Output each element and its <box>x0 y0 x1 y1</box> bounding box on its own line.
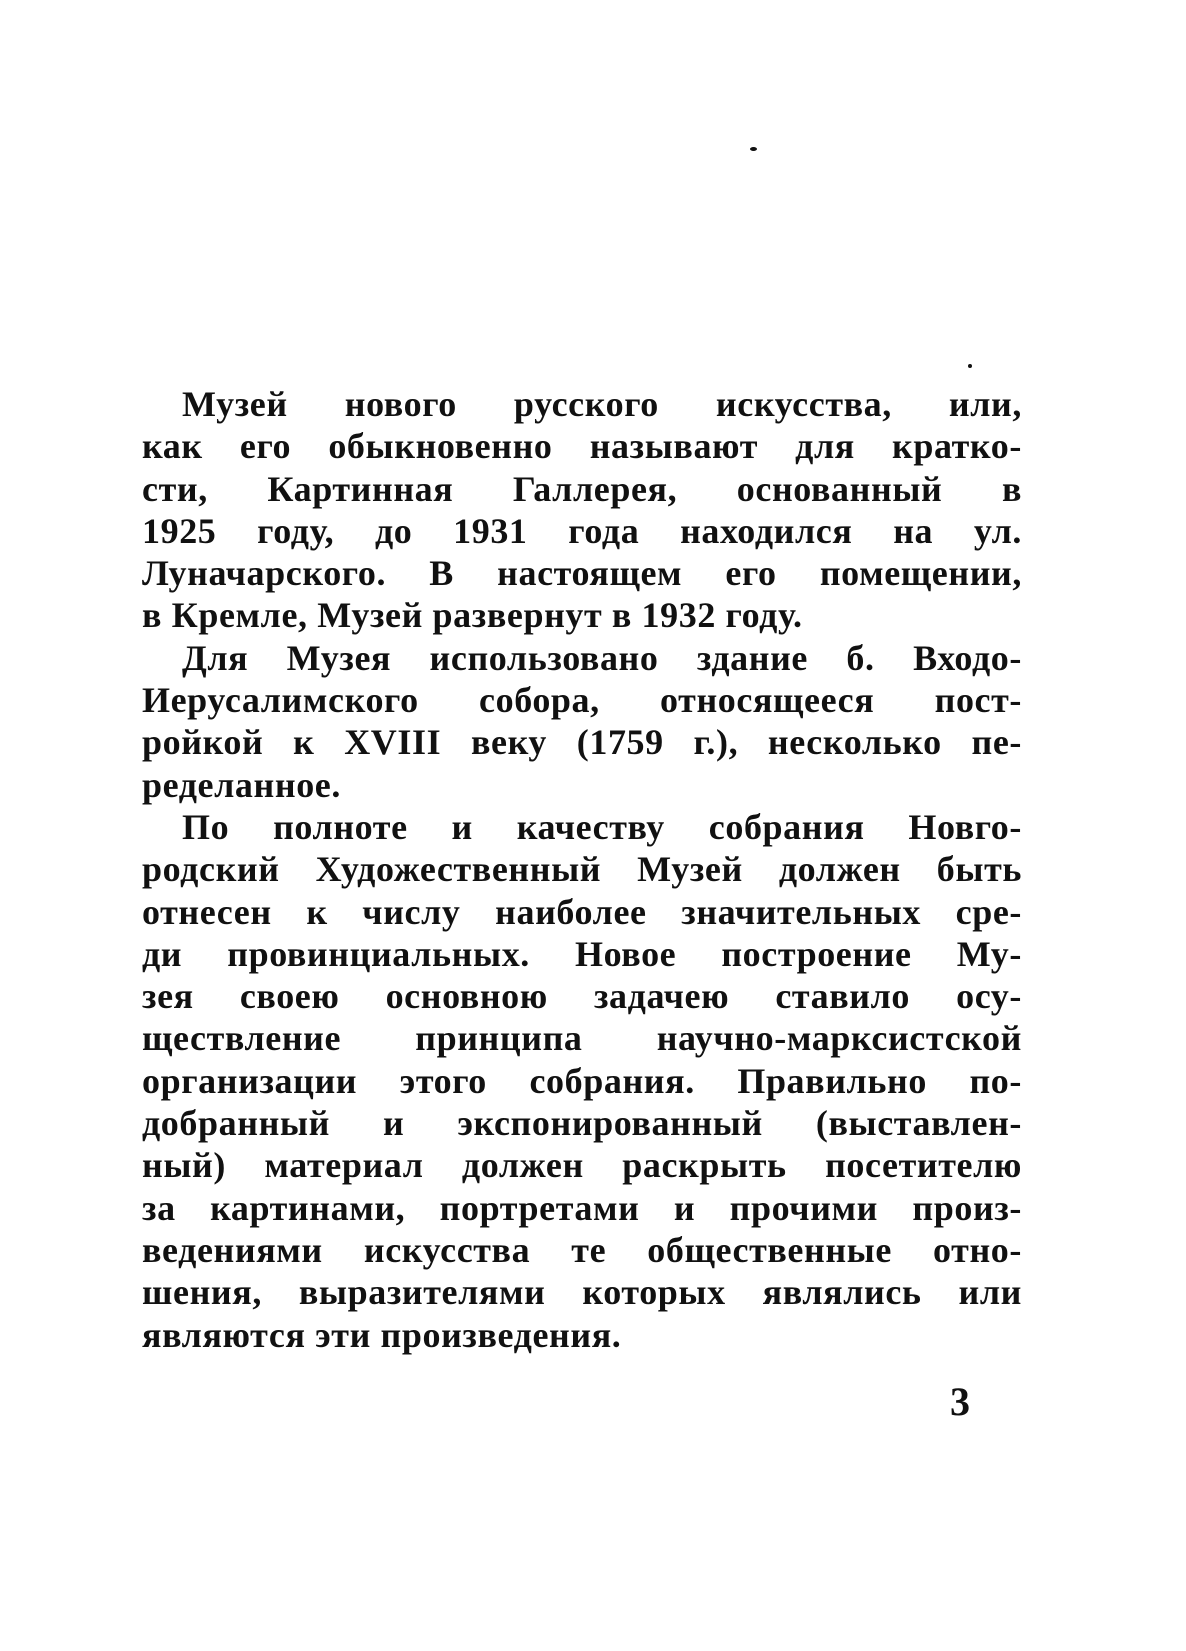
text-line: являются эти произведения. <box>142 1314 622 1355</box>
text-line: 1925 году, до 1931 года находился на ул. <box>142 510 1022 551</box>
text-line: Луначарского. В настоящем его помещении, <box>142 553 1022 594</box>
text-line: как его обыкновенно называют для кратко- <box>142 426 1022 467</box>
text-line: Иерусалимского собора, относящееся пост- <box>142 680 1022 721</box>
ink-speck <box>750 147 757 151</box>
text-line: отнесен к числу наиболее значительных сре- <box>142 891 1022 932</box>
text-line: ройкой к XVIII веку (1759 г.), несколько пе- <box>142 722 1022 763</box>
text-line: ведениями искусства те общественные отно- <box>142 1229 1022 1270</box>
page-number: 3 <box>950 1379 970 1424</box>
text-line: ределанное. <box>142 764 341 805</box>
text-line: шения, выразителями которых являлись или <box>142 1272 1022 1313</box>
text-line: По полноте и качеству собрания Новго- <box>182 806 1022 847</box>
text-line: ди провинциальных. Новое построение Му- <box>142 933 1022 974</box>
text-line: зея своею основною задачею ставило осу- <box>142 976 1022 1017</box>
text-line: сти, Картинная Галлерея, основанный в <box>142 468 1022 509</box>
body-text <box>142 383 1022 1356</box>
text-line: Музей нового русского искусства, или, <box>182 384 1022 424</box>
text-line: родский Художественный Музей должен быть <box>142 849 1022 890</box>
text-line: Для Музея использовано здание б. Входо- <box>182 637 1022 678</box>
text-line: ный) материал должен раскрыть посетителю <box>142 1145 1022 1186</box>
text-line: организации этого собрания. Правильно по- <box>142 1060 1022 1101</box>
ink-speck <box>968 364 972 368</box>
text-line: в Кремле, Музей развернут в 1932 году. <box>142 595 803 636</box>
text-line: за картинами, портретами и прочими произ- <box>142 1187 1022 1228</box>
text-line: добранный и экспонированный (выставлен- <box>142 1103 1022 1144</box>
text-line: ществление принципа научно-марксистской <box>142 1018 1022 1059</box>
